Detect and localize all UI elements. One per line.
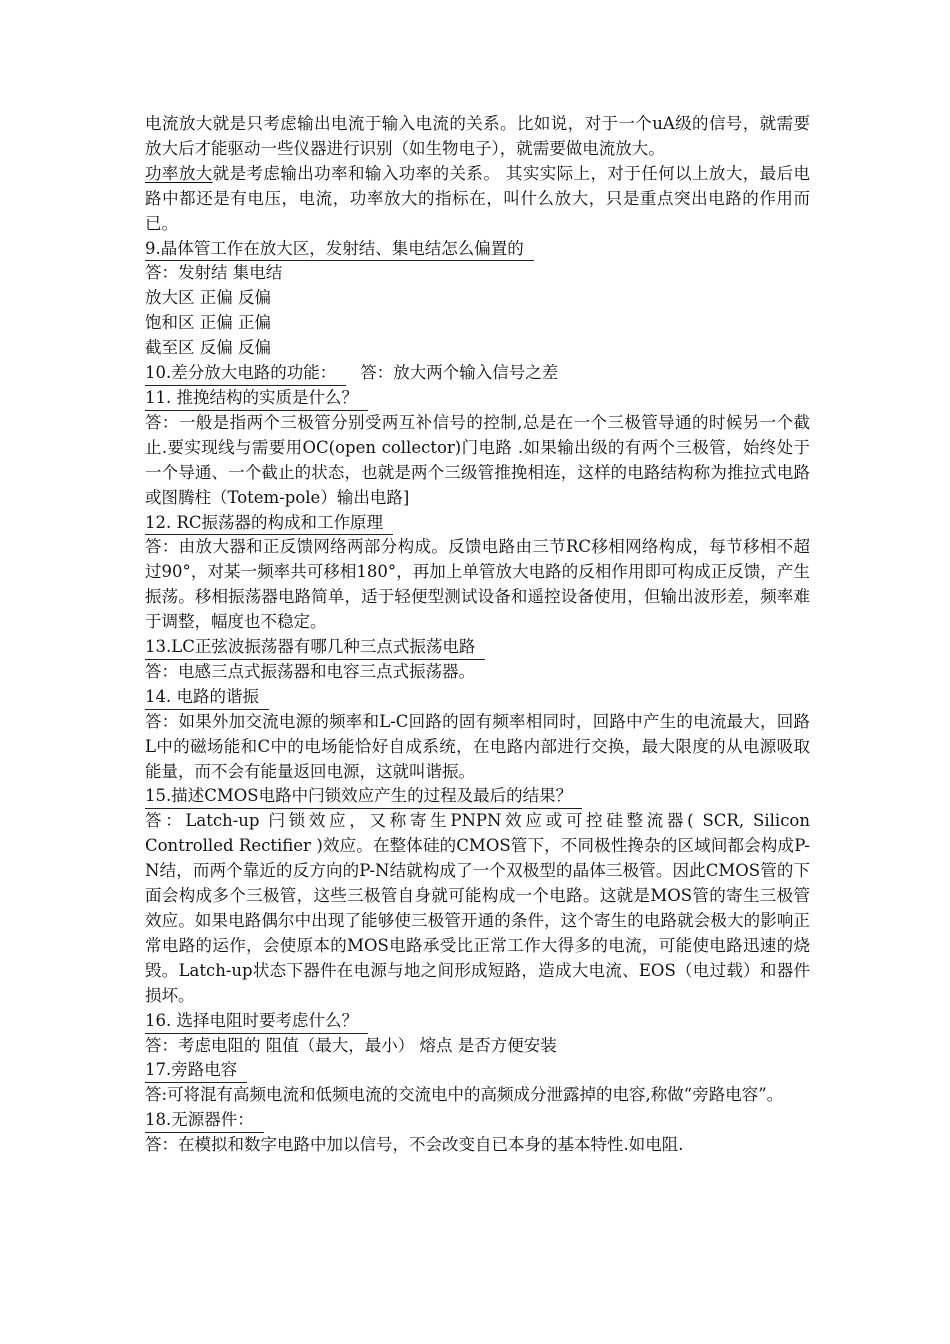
question-9 <box>145 237 810 262</box>
paragraph-power-amplification-text: 就是考虑输出功率和输入功率的关系。 其实实际上，对于任何以上放大，最后电路中都还是有电压，电流，功率放大的指标在，叫什么放大，只是重点突出电路的作用而已。 <box>145 163 811 233</box>
answer-16: 答：考虑电阻的 阻值（最大，最小） 熔点 是否方便安装 <box>145 1035 557 1055</box>
document-page <box>145 112 810 1158</box>
answer-15: 答：Latch-up 闩锁效应，又称寄生PNPN效应或可控硅整流器( SCR, Silicon Controlled Rectifier )效应。在整体硅的CMOS管下，不同极性搀杂的区域间都会构成P-N结，而两个靠近的反方向的P-N结就构成了一个双极型的晶体三极管。因此CMOS管的下面会构成多个三极管，这些三极管自身就可能构成一个电路。这就是MOS管的寄生三极管效应。如果电路偶尔中出现了能够使三极管开通的条件，这个寄生的电路就会极大的影响正常电路的运作，会使原本的MOS电路承受比正常工作大得多的电流，可能使电路迅速的烧毁。Latch-up状态下器件在电源与地之间形成短路，造成大电流、EOS（电过载）和器件损坏。 <box>145 811 810 1005</box>
question-14 <box>145 685 810 710</box>
question-12-title: 12. RC振荡器的构成和工作原理 <box>145 511 393 536</box>
answer-9-active-region: 放大区 正偏 反偏 <box>145 288 271 308</box>
answer-18: 答：在模拟和数字电路中加以信号，不会改变自已本身的基本特性.如电阻. <box>145 1135 684 1155</box>
paragraph-current-amplification: 电流放大就是只考虑输出电流于输入电流的关系。比如说，对于一个uA级的信号，就需要放大后才能驱动一些仪器进行识别（如生物电子），就需要做电流放大。 <box>145 114 810 158</box>
question-18-title: 18.无源器件： <box>145 1108 264 1133</box>
question-11 <box>145 386 810 411</box>
answer-11: 答：一般是指两个三极管分别受两互补信号的控制,总是在一个三极管导通的时候另一个截止.要实现线与需要用OC(open collector)门电路 .如果输出级的有两个三极管，始终处于一个导通、一个截止的状态，也就是两个三级管推挽相连，这样的电路结构称为推拉式电路或图腾柱（Totem-pole）输出电路] <box>145 412 810 507</box>
answer-9-saturation-region: 饱和区 正偏 正偏 <box>145 313 271 333</box>
question-10 <box>145 361 810 386</box>
question-11-title: 11. 推挽结构的实质是什么？ <box>145 386 368 411</box>
question-13 <box>145 635 810 660</box>
question-17 <box>145 1058 810 1083</box>
answer-9-cutoff-region: 截至区 反偏 反偏 <box>145 338 271 358</box>
question-14-title: 14. 电路的谐振 <box>145 685 269 710</box>
answer-13: 答：电感三点式振荡器和电容三点式振荡器。 <box>145 661 475 681</box>
paragraph-power-amplification <box>145 162 810 237</box>
question-15-title: 15.描述CMOS电路中闩锁效应产生的过程及最后的结果？ <box>145 784 582 809</box>
question-12 <box>145 511 810 536</box>
question-16 <box>145 1009 810 1034</box>
question-10-title: 10.差分放大电路的功能： <box>145 361 346 386</box>
answer-14: 答：如果外加交流电源的频率和L-C回路的固有频率相同时，回路中产生的电流最大，回路L中的磁场能和C中的电场能恰好自成系统，在电路内部进行交换，最大限度的从电源吸取能量，而不会有能量返回电源，这就叫谐振。 <box>145 711 810 781</box>
question-13-title: 13.LC正弦波振荡器有哪几种三点式振荡电路 <box>145 635 485 660</box>
question-15 <box>145 784 810 809</box>
answer-10: 答：放大两个输入信号之差 <box>360 363 559 383</box>
question-18 <box>145 1108 810 1133</box>
answer-17: 答:可将混有高频电流和低频电流的交流电中的高频成分泄露掉的电容,称做“旁路电容”。 <box>145 1085 784 1105</box>
question-16-title: 16. 选择电阻时要考虑什么？ <box>145 1009 368 1034</box>
question-17-title: 17.旁路电容 <box>145 1058 247 1083</box>
question-9-title: 9.晶体管工作在放大区，发射结、集电结怎么偏置的 <box>145 237 534 262</box>
answer-12: 答：由放大器和正反馈网络两部分构成。反馈电路由三节RC移相网络构成，每节移相不超过90°，对某一频率共可移相180°，再加上单管放大电路的反相作用即可构成正反馈，产生振荡。移相振荡器电路简单，适于轻便型测试设备和遥控设备使用，但输出波形差，频率难于调整，幅度也不稳定。 <box>145 537 810 632</box>
term-power-amplification: 功率放大 <box>145 163 213 183</box>
answer-9-header: 答：发射结 集电结 <box>145 263 283 283</box>
